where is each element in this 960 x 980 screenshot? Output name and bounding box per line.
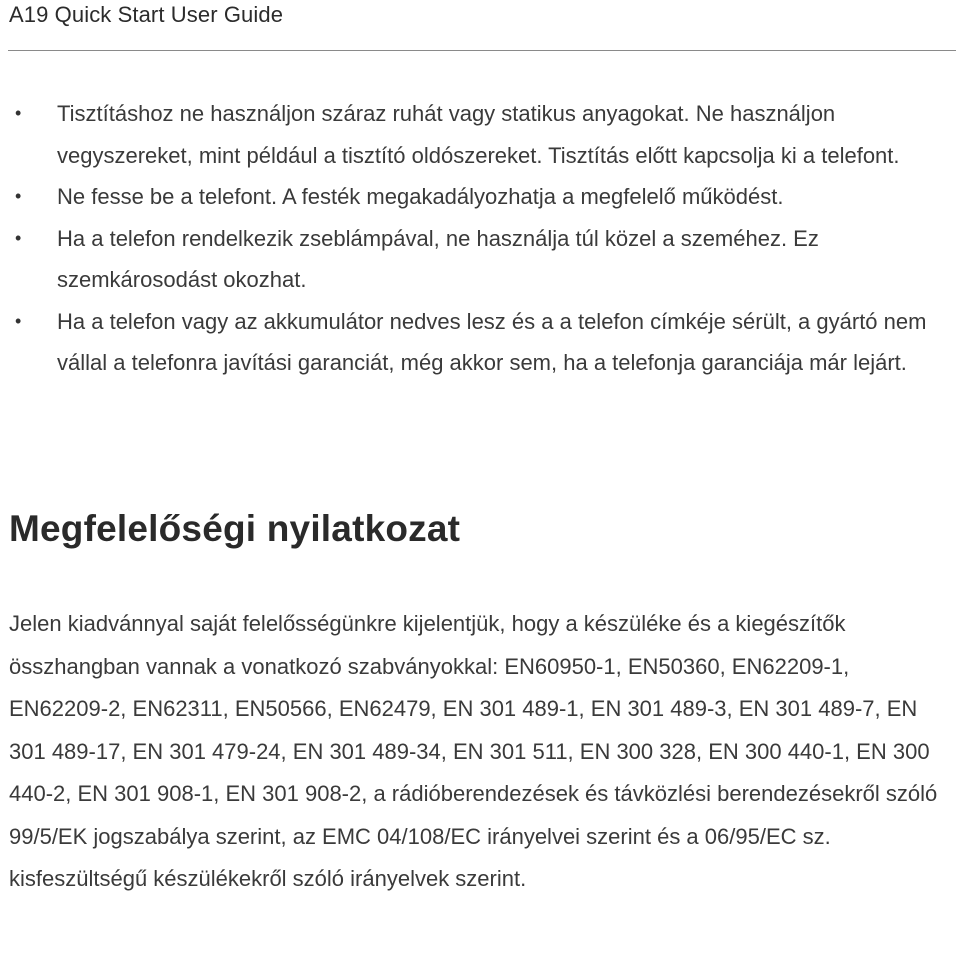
- bullet-item-cleaning: [0, 93, 937, 176]
- bullet-text: Ha a telefon vagy az akkumulátor nedves lesz és a a telefon címkéje sérült, a gyártó nem vállal a telefonra javítási garanciát, még akkor sem, ha a telefonja garanciája már lejárt.: [57, 308, 927, 375]
- header-divider: [8, 50, 956, 51]
- safety-bullet-list: [0, 93, 960, 384]
- bullet-item-flashlight: [0, 218, 937, 301]
- section-heading-declaration: Megfelelőségi nyilatkozat: [9, 508, 461, 549]
- bullet-marker: •: [15, 103, 22, 123]
- bullet-item-warranty: [0, 301, 937, 384]
- declaration-body-text: Jelen kiadvánnyal saját felelősségünkre kijelentjük, hogy a készüléke és a kiegészítők összhangban vannak a vonatkozó szabványokkal: EN60950-1, EN50360, EN62209-1, EN62209-2, EN62311, EN50566, EN62479, EN 301 489-1, EN 301 489-3, EN 301 489-7, EN 301 489-17, EN 301 479-24, EN 301 489-34, EN 301 511, EN 300 328, EN 300 440-1, EN 300 440-2, EN 301 908-1, EN 301 908-2, a rádióberendezések és távközlési berendezésekről szóló 99/5/EK jogszabálya szerint, az EMC 04/108/EC irányelvei szerint és a 06/95/EC sz. kisfeszültségű készülékekről szóló irányelvek szerint.: [9, 611, 938, 891]
- bullet-text: Tisztításhoz ne használjon száraz ruhát vagy statikus anyagokat. Ne használjon vegyszereket, mint például a tisztító oldószereket. Tisztítás előtt kapcsolja ki a telefont.: [57, 101, 900, 168]
- bullet-marker: •: [15, 186, 22, 206]
- bullet-marker: •: [15, 227, 22, 248]
- bullet-text: Ha a telefon rendelkezik zseblámpával, ne használja túl közel a szeméhez. Ez szemkárosodást okozhat.: [57, 225, 819, 292]
- bullet-text: Ne fesse be a telefont. A festék megakadályozhatja a megfelelő működést.: [57, 184, 784, 209]
- document-header-title: A19 Quick Start User Guide: [9, 2, 284, 27]
- bullet-marker: •: [15, 310, 22, 331]
- bullet-item-painting: [0, 176, 937, 218]
